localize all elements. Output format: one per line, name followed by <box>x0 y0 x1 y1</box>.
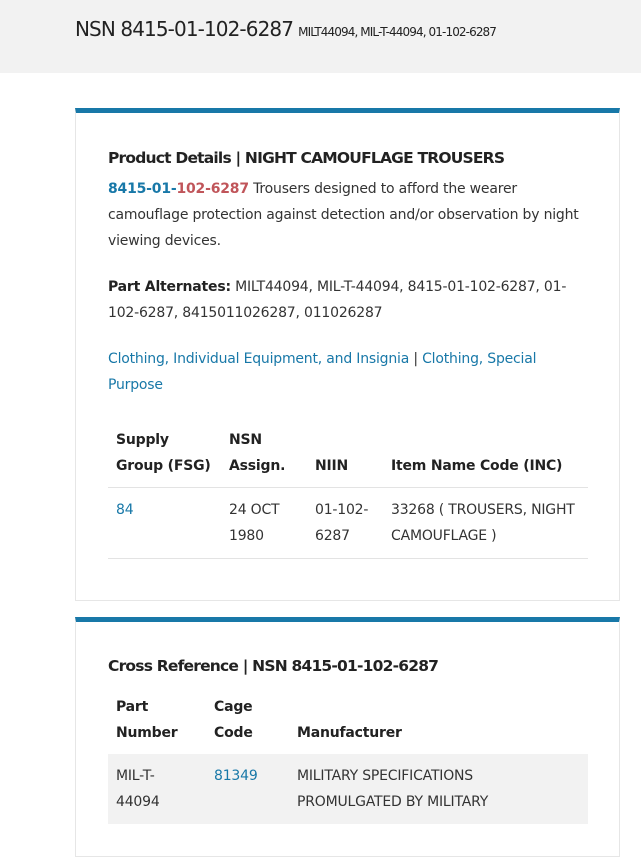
page-title <box>75 17 496 41</box>
part-alternates-label: Part Alternates: <box>108 279 231 295</box>
cell-fsg <box>108 487 221 558</box>
header-nsn: NSN 8415-01-102-6287 <box>75 17 294 41</box>
header-supply-group: Supply Group (FSG) <box>116 431 211 474</box>
product-details-title: Product Details | NIGHT CAMOUFLAGE TROUSERS <box>108 149 505 167</box>
header-alternates: MILT44094, MIL-T-44094, 01-102-6287 <box>298 25 497 39</box>
category-link-clothing-special-purpose[interactable]: Clothing, Special Purpose <box>108 351 537 393</box>
category-link-clothing-equipment-insignia[interactable]: Clothing, Individual Equipment, and Insignia <box>108 351 410 367</box>
cage-code-link[interactable]: 81349 <box>214 768 258 784</box>
table-row <box>108 487 588 558</box>
cell-part-number: MIL-T-44094 <box>116 768 160 810</box>
header-cage-code: Cage Code <box>214 699 253 741</box>
header-niin: NIIN <box>315 457 349 474</box>
nsn-prefix: 8415-01- <box>108 181 177 197</box>
page-header <box>0 0 641 73</box>
category-links <box>108 346 588 398</box>
table-header-row <box>108 426 588 487</box>
part-alternates-value: MILT44094, MIL-T-44094, 8415-01-102-6287, 01-102-6287, 8415011026287, 011026287 <box>108 279 567 321</box>
cell-inc: 33268 ( TROUSERS, NIGHT CAMOUFLAGE ) <box>391 501 575 544</box>
nsn-suffix: 102-6287 <box>176 181 249 197</box>
cell-niin: 01-102-6287 <box>315 501 369 544</box>
cell-cage-code <box>206 754 289 824</box>
cross-reference-card <box>75 617 620 857</box>
cross-reference-table <box>108 694 588 824</box>
cross-reference-title: Cross Reference | NSN 8415-01-102-6287 <box>108 657 439 675</box>
description-text: Trousers designed to afford the wearer camouflage protection against detection and/or observation by night viewing devices. <box>108 181 579 249</box>
part-alternates <box>108 274 588 326</box>
header-inc: Item Name Code (INC) <box>391 457 563 474</box>
product-details-card <box>75 108 620 601</box>
table-header-row <box>108 694 588 754</box>
header-part-number: Part Number <box>116 699 178 741</box>
fsg-link[interactable]: 84 <box>116 501 134 518</box>
header-nsn-assign: NSN Assign. <box>229 431 286 474</box>
category-separator: | <box>409 351 423 367</box>
cell-assigned: 24 OCT 1980 <box>229 501 280 544</box>
cell-manufacturer: MILITARY SPECIFICATIONS PROMULGATED BY MILITARY <box>297 768 489 810</box>
table-row <box>108 754 588 824</box>
product-description <box>108 176 588 254</box>
header-manufacturer: Manufacturer <box>297 725 402 741</box>
product-details-table <box>108 426 588 559</box>
